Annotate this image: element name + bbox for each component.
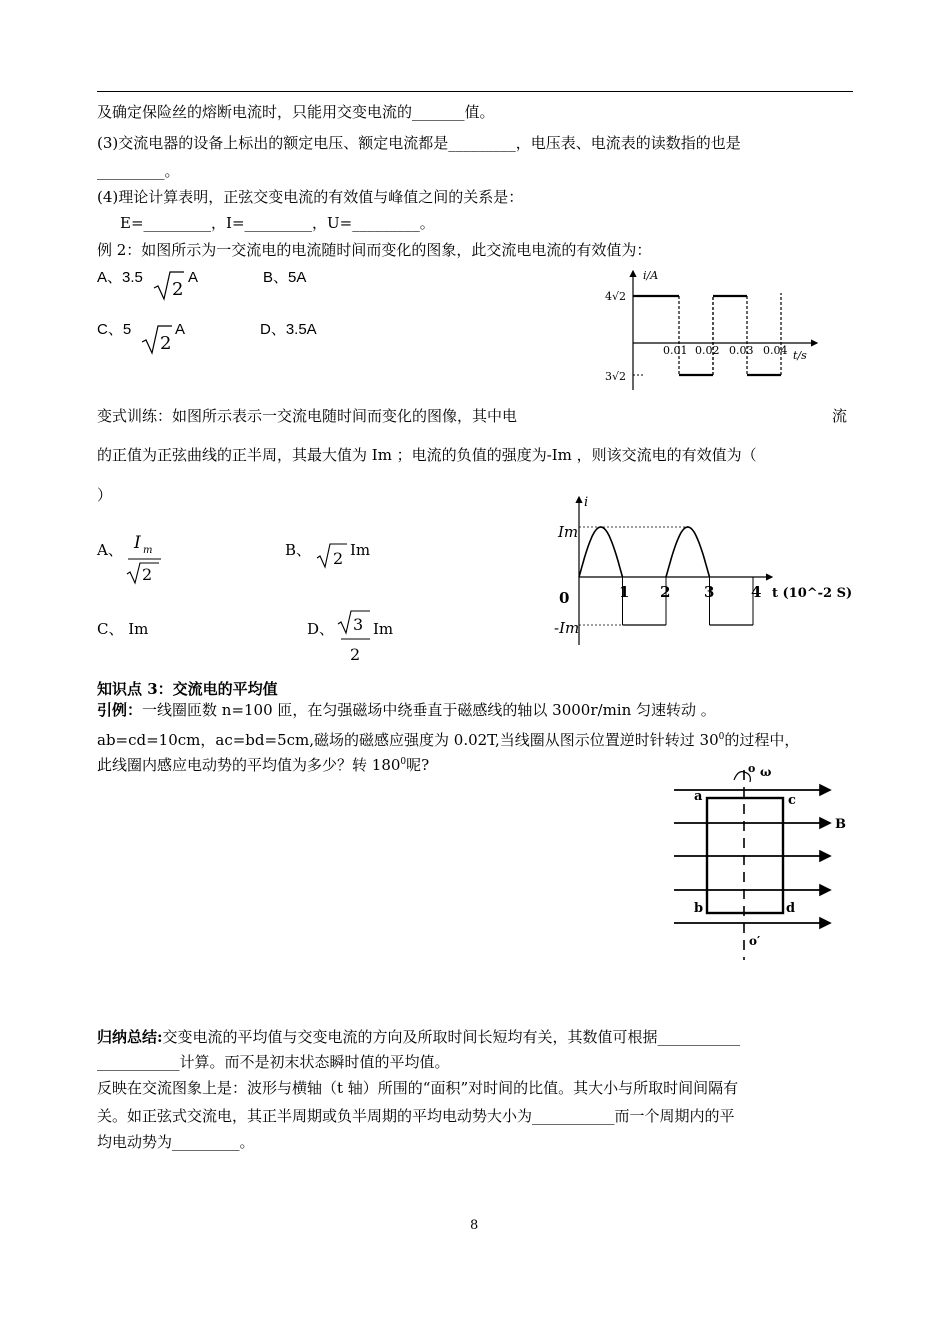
fraction-sqrt3-over-2: [336, 608, 376, 670]
x-tick: 0.02: [695, 344, 720, 357]
svg-text:B: B: [835, 817, 846, 832]
y-tick-neg: 3√2: [605, 370, 627, 383]
option-d: D、3.5A: [260, 321, 317, 338]
var-option-b-tail: Im: [350, 541, 371, 559]
fraction-im-sqrt2: [125, 530, 165, 592]
option-a-unit: A: [188, 269, 199, 286]
x-tick: 0.04: [763, 344, 788, 357]
sqrt-symbol: [152, 268, 186, 306]
text-line: 均电动势为_________。: [97, 1133, 255, 1151]
text-line: 反映在交流图象上是：波形与横轴（t 轴）所围的“面积”对时间的比值。其大小与所取时间间隔有: [97, 1079, 739, 1097]
text-line: ）: [97, 486, 113, 504]
x-tick: 4: [751, 583, 762, 601]
svg-text:o: o: [748, 762, 756, 775]
y-axis-label: i/A: [643, 269, 659, 282]
x-tick: 3: [704, 583, 715, 601]
half-sine-chart: [550, 493, 853, 652]
option-a: A、3.5: [97, 269, 143, 286]
var-option-c: C、 Im: [97, 620, 149, 638]
var-option-b: B、: [285, 541, 312, 559]
svg-text:3: 3: [353, 615, 364, 634]
y-tick-im: Im: [558, 523, 579, 541]
sqrt-radicand: 2: [172, 279, 184, 300]
svg-text:o′: o′: [749, 934, 761, 948]
text-line: 及确定保险丝的熔断电流时，只能用交变电流的_______值。: [97, 103, 495, 121]
text-line: _________。: [97, 162, 180, 180]
sqrt-radicand: 2: [160, 333, 172, 354]
y-tick-pos: 4√2: [605, 290, 627, 303]
variant-question: 变式训练：如图所示表示一交流电随时间而变化的图像，其中电: [97, 407, 518, 425]
var-option-d: D、: [307, 620, 335, 638]
text-line: 关。如正弦式交流电，其正半周期或负半周期的平均电动势大小为___________而一个周期内的平: [97, 1107, 735, 1125]
intro-example: 引例：一线圈匝数 n=100 匝，在匀强磁场中绕垂直于磁感线的轴以 3000r/min 匀速转动 。: [97, 701, 716, 719]
text-line: ab=cd=10cm，ac=bd=5cm,磁场的磁感应强度为 0.02T,当线圈从图示位置逆时针转过 $30^0$的过程中，: [97, 731, 800, 749]
page-number: 8: [470, 1218, 479, 1233]
svg-text:b: b: [694, 901, 704, 916]
sqrt-symbol: [315, 540, 349, 574]
text-line: E=_________，I=_________，U=_________。: [120, 214, 435, 232]
svg-text:ω: ω: [760, 765, 772, 779]
header-rule: [97, 91, 853, 92]
option-b: B、5A: [263, 269, 307, 286]
y-tick-neg-im: -Im: [554, 619, 580, 637]
var-option-d-tail: Im: [373, 620, 394, 638]
text-line: 此线圈内感应电动势的平均值为多少？转 $180^0$呢?: [97, 756, 430, 774]
section-title: 知识点 3：交流电的平均值: [97, 680, 278, 698]
svg-text:a: a: [694, 789, 703, 804]
x-axis-label: t/s: [793, 349, 807, 362]
example-2-question: 例 2：如图所示为一交流电的电流随时间而变化的图象，此交流电电流的有效值为：: [97, 241, 652, 259]
x-tick: 0.01: [663, 344, 688, 357]
text-line: ___________计算。而不是初末状态瞬时值的平均值。: [97, 1053, 450, 1071]
sine-half-wave: [579, 527, 623, 577]
x-tick: 0: [559, 589, 570, 607]
svg-text:2: 2: [142, 565, 153, 584]
x-axis-label: t (10^-2 S): [772, 586, 853, 601]
var-option-a: A、: [97, 541, 123, 559]
x-tick: 1: [619, 583, 630, 601]
coil-figure: [672, 760, 857, 974]
sine-half-wave: [666, 527, 710, 577]
x-tick: 0.03: [729, 344, 754, 357]
text-line: 流: [832, 407, 848, 425]
svg-text:2: 2: [350, 645, 361, 664]
svg-text:2: 2: [333, 549, 344, 568]
option-c-unit: A: [175, 321, 186, 338]
text-line: 的正值为正弦曲线的正半周，其最大值为 Im ；电流的负值的强度为-Im ，则该交流电的有效值为（: [97, 446, 757, 464]
svg-text:c: c: [788, 793, 796, 808]
sqrt-symbol: [140, 322, 174, 360]
svg-text:I: I: [134, 533, 141, 553]
text-line: (4)理论计算表明，正弦交变电流的有效值与峰值之间的关系是：: [97, 188, 524, 206]
option-c: C、5: [97, 321, 132, 338]
summary: 归纳总结:交变电流的平均值与交变电流的方向及所取时间长短均有关，其数值可根据___________: [97, 1028, 741, 1046]
square-wave-chart: [605, 265, 820, 399]
text-line: (3)交流电器的设备上标出的额定电压、额定电流都是_________，电压表、电流表的读数指的也是: [97, 134, 741, 152]
svg-text:m: m: [143, 545, 153, 556]
x-tick: 2: [660, 583, 671, 601]
y-axis-label: i: [584, 495, 589, 510]
svg-text:d: d: [786, 901, 796, 916]
